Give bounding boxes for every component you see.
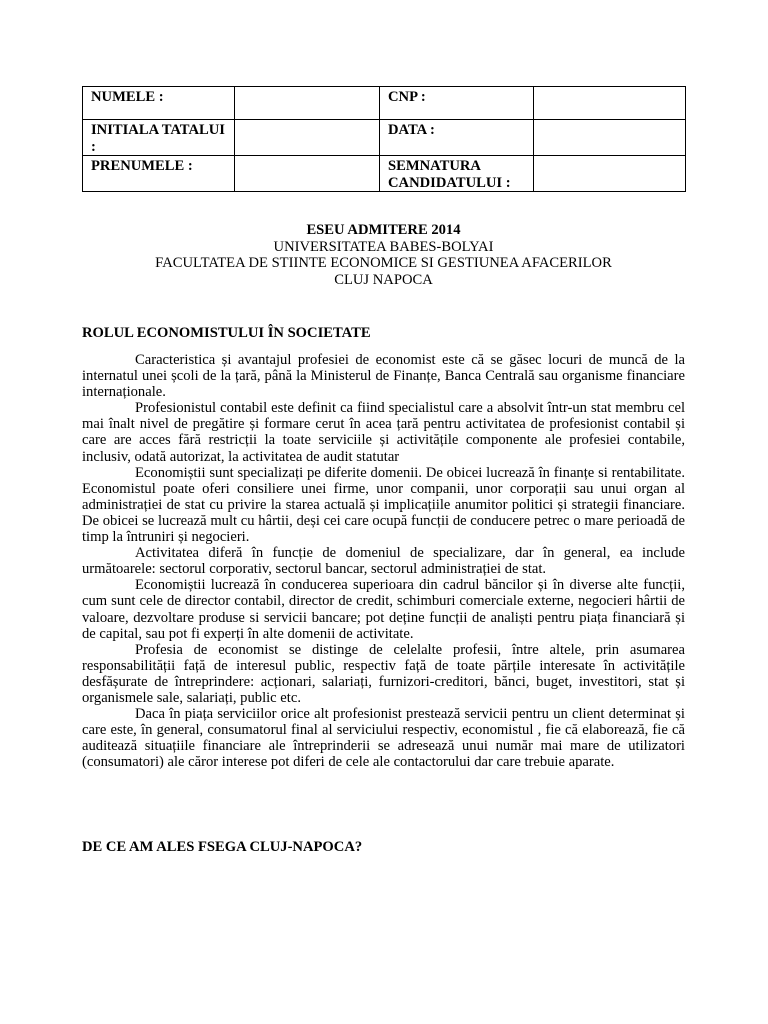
- data-label: DATA :: [380, 120, 534, 156]
- faculty-name: FACULTATEA DE STIINTE ECONOMICE SI GESTIUNEA AFACERILOR: [155, 255, 612, 271]
- paragraph: Economiștii lucrează în conducerea superioara din cadrul băncilor și în diverse alte funcții, cum sunt cele de director contabil, director de credit, schimburi comerciale externe, negocieri hârtii de valoare, dezvoltare produse si servicii bancare; pot deține funcții de analiști pentru piața financiară și de capital, sau pot fi experți în alte domenii de activitate.: [82, 577, 685, 642]
- semnatura-field[interactable]: [534, 156, 686, 192]
- candidate-info-table: [82, 86, 686, 192]
- section-title-rolul: ROLUL ECONOMISTULUI ÎN SOCIETATE: [82, 325, 371, 341]
- paragraph: Profesia de economist se distinge de celelalte profesii, între altele, prin asumarea responsabilității față de interesul public, respectiv față de toate părțile interesate în activitățile desfășurate de întreprindere: acționari, salariați, furnizori-creditori, bănci, buget, investitori, stat și organismele sale, salariați, public etc.: [82, 641, 685, 706]
- exam-title: ESEU ADMITERE 2014: [306, 222, 461, 238]
- cnp-field[interactable]: [534, 87, 686, 120]
- prenumele-field[interactable]: [235, 156, 380, 192]
- document-header: [82, 222, 685, 288]
- university-name: UNIVERSITATEA BABES-BOLYAI: [273, 238, 494, 255]
- essay-body: [82, 352, 685, 770]
- prenumele-label: PRENUMELE :: [83, 156, 235, 192]
- paragraph: Profesionistul contabil este definit ca fiind specialistul care a absolvit într-un stat membru cel mai înalt nivel de pregătire și formare cerut în acea țară pentru activitatea de profesionist contabil și care are acces fără restricții la toate serviciile și activitățile componente ale profesiei contabile, inclusiv, odată autorizat, la activitatea de audit statutar: [82, 400, 685, 465]
- numele-label: NUMELE :: [83, 87, 235, 120]
- table-row: [83, 120, 686, 156]
- paragraph: Activitatea diferă în funcție de domeniul de specializare, dar în general, ea include următoarele: sectorul corporativ, sectorul bancar, sectorul administrației de stat.: [82, 545, 685, 578]
- city-name: CLUJ NAPOCA: [334, 271, 433, 288]
- paragraph: Daca în piața serviciilor orice alt profesionist prestează servicii pentru un client determinat și care este, în general, consumatorul final al serviciului respectiv, economistul , fie că elaborează, fie că auditează situațiile financiare ale întreprinderii se adresează unui număr mai mare de utilizatori (consumatori) ale căror interese pot diferi de cele ale contactorului dar care trebuie aparate.: [82, 706, 685, 771]
- paragraph: Caracteristica și avantajul profesiei de economist este că se găsec locuri de muncă de la internatul unei școli de la țară, până la Ministerul de Finanțe, Banca Centrală sau organisme financiare internaționale.: [82, 352, 685, 401]
- numele-field[interactable]: [235, 87, 380, 120]
- data-field[interactable]: [534, 120, 686, 156]
- paragraph: Economiștii sunt specializați pe diferite domenii. De obicei lucrează în finanțe si rentabilitate. Economistul poate oferi consiliere unei firme, unor companii, unor corporații sau unui organ al administrației de stat cu privire la starea actuală și implicațiile anumitor politici și strategii financiare. De obicei se lucrează mult cu hârtii, deși cei care ocupă funcții de conducere petrec o mare perioadă de timp la întruniri și negocieri.: [82, 464, 685, 546]
- initiala-label: INITIALA TATALUI :: [83, 120, 235, 156]
- section-title-fsega: DE CE AM ALES FSEGA CLUJ-NAPOCA?: [82, 839, 363, 855]
- table-row: [83, 156, 686, 192]
- cnp-label: CNP :: [380, 87, 534, 120]
- table-row: [83, 87, 686, 120]
- initiala-field[interactable]: [235, 120, 380, 156]
- semnatura-label: SEMNATURA CANDIDATULUI :: [380, 156, 534, 192]
